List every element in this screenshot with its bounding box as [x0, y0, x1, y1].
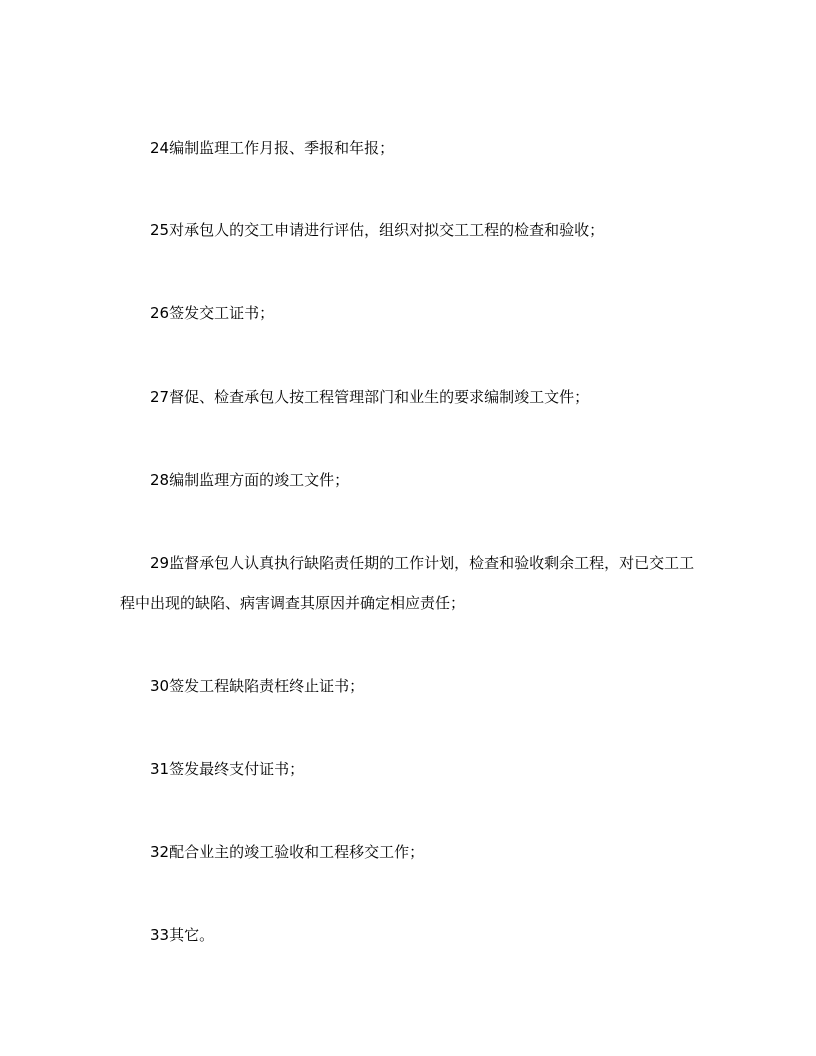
paragraph-item-25: 25对承包人的交工申请进行评估，组织对拟交工工程的检查和验收； — [150, 221, 605, 239]
paragraph-item-33: 33其它。 — [150, 926, 215, 944]
paragraph-item-29: 29监督承包人认真执行缺陷责任期的工作计划，检查和验收剩余工程，对已交工工程中出现的缺陷、病害调查其原因并确定相应责任； — [120, 554, 695, 612]
paragraph-item-28: 28编制监理方面的竣工文件； — [150, 471, 350, 489]
paragraph-item-30: 30签发工程缺陷责枉终止证书； — [150, 677, 365, 695]
paragraph-item-32: 32配合业主的竣工验收和工程移交工作； — [150, 843, 425, 861]
paragraph-item-31: 31签发最终支付证书； — [150, 760, 305, 778]
paragraph-item-27: 27督促、检查承包人按工程管理部门和业生的要求编制竣工文件； — [150, 388, 590, 406]
paragraph-item-26: 26签发交工证书； — [150, 304, 275, 322]
paragraph-item-24: 24编制监理工作月报、季报和年报； — [150, 139, 395, 157]
